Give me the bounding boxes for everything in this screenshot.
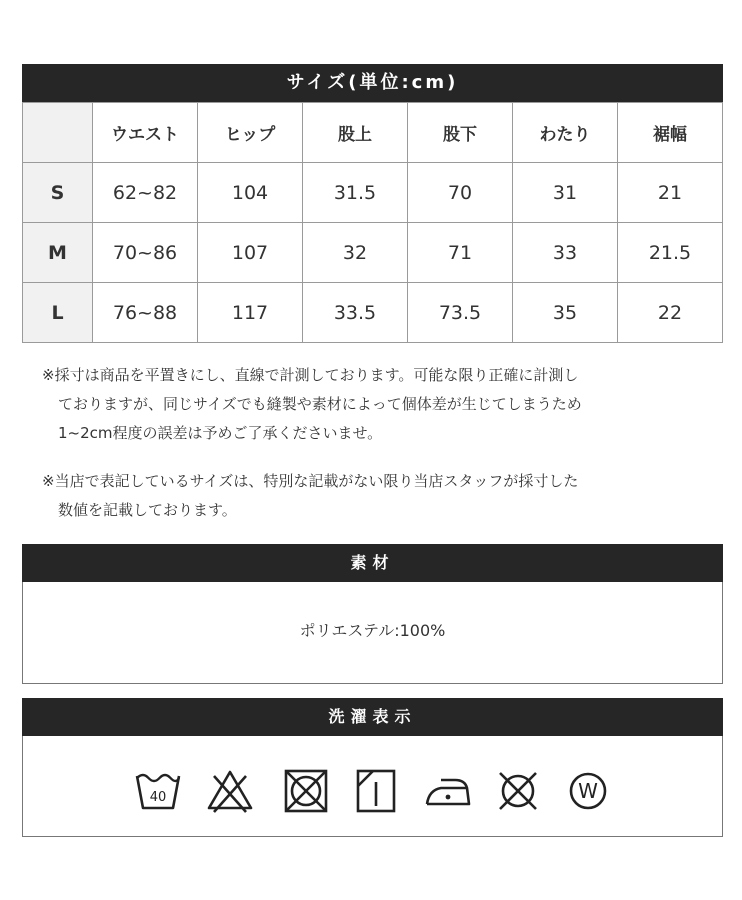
note-line: ておりますが、同じサイズでも縫製や素材によって個体差が生じてしまうため <box>58 395 582 413</box>
wash-40-icon <box>133 768 183 814</box>
material-box <box>22 582 723 684</box>
size-section-title: サイズ(単位:cm) <box>22 64 723 102</box>
column-header-rise: 股上 <box>303 103 408 163</box>
measurement-note <box>42 361 582 448</box>
note-line: ※当店で表記しているサイズは、特別な記載がない限り当店スタッフが採寸した <box>42 472 579 490</box>
table-cell: 71 <box>408 223 513 283</box>
table-row <box>23 283 723 343</box>
table-cell: 107 <box>198 223 303 283</box>
size-table-corner <box>23 103 93 163</box>
row-header-size: M <box>23 223 93 283</box>
table-cell: 22 <box>618 283 723 343</box>
note-line: 1~2cm程度の誤差は予めご了承くださいませ。 <box>58 424 383 442</box>
no-tumble-dry-icon <box>281 768 331 814</box>
material-section-title: 素材 <box>22 544 723 582</box>
row-header-size: S <box>23 163 93 223</box>
table-cell: 117 <box>198 283 303 343</box>
no-dry-clean-icon <box>493 768 543 814</box>
table-cell: 104 <box>198 163 303 223</box>
wash-temperature: 40 <box>149 790 167 805</box>
column-header-waist: ウエスト <box>93 103 198 163</box>
note-line: ※採寸は商品を平置きにし、直線で計測しております。可能な限り正確に計測し <box>42 366 579 384</box>
column-header-inseam: 股下 <box>408 103 513 163</box>
size-note <box>42 467 578 525</box>
note-line: 数値を記載しております。 <box>58 501 237 519</box>
line-dry-shade-icon <box>351 768 401 814</box>
iron-low-icon <box>423 768 473 814</box>
care-label-box <box>22 736 723 837</box>
column-header-hem: 裾幅 <box>618 103 723 163</box>
table-row <box>23 223 723 283</box>
table-cell: 31 <box>513 163 618 223</box>
table-cell: 21 <box>618 163 723 223</box>
table-row <box>23 163 723 223</box>
wet-clean-icon <box>563 768 613 814</box>
table-cell: 70 <box>408 163 513 223</box>
size-table <box>22 102 723 343</box>
wet-clean-letter: W <box>578 779 598 803</box>
table-cell: 73.5 <box>408 283 513 343</box>
table-cell: 31.5 <box>303 163 408 223</box>
material-text: ポリエステル:100% <box>299 621 446 640</box>
column-header-thigh: わたり <box>513 103 618 163</box>
column-header-hip: ヒップ <box>198 103 303 163</box>
no-bleach-icon <box>205 768 255 814</box>
table-cell: 76~88 <box>93 283 198 343</box>
table-cell: 33 <box>513 223 618 283</box>
table-cell: 35 <box>513 283 618 343</box>
care-section-title: 洗濯表示 <box>22 698 723 736</box>
row-header-size: L <box>23 283 93 343</box>
size-table-header-row <box>23 103 723 163</box>
table-cell: 33.5 <box>303 283 408 343</box>
table-cell: 70~86 <box>93 223 198 283</box>
table-cell: 32 <box>303 223 408 283</box>
table-cell: 21.5 <box>618 223 723 283</box>
table-cell: 62~82 <box>93 163 198 223</box>
